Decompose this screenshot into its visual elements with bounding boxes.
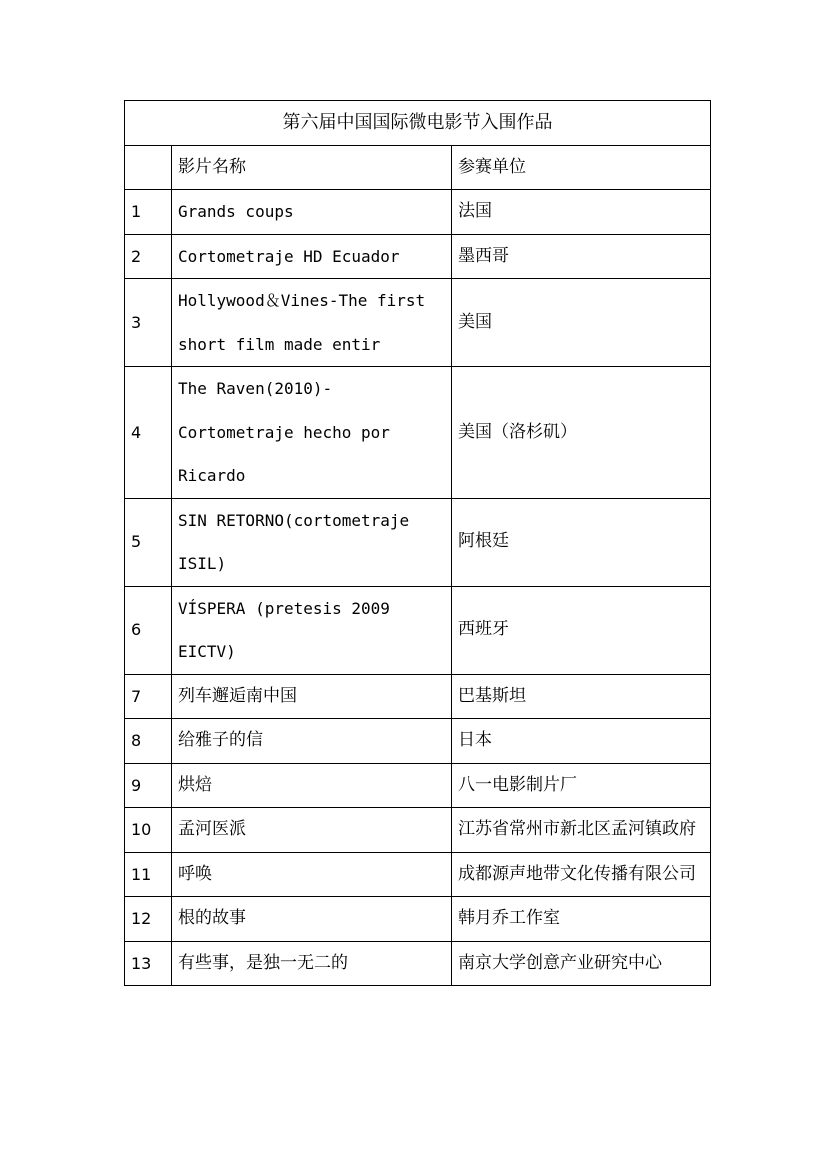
film-name: The Raven(2010)-Cortometraje hecho por Ricardo: [172, 367, 452, 499]
entrant-name: 韩月乔工作室: [452, 897, 711, 942]
row-number: 9: [125, 763, 172, 808]
entrant-name: 日本: [452, 719, 711, 764]
row-number: 7: [125, 674, 172, 719]
film-name: 孟河医派: [172, 808, 452, 853]
header-entrant: 参赛单位: [452, 145, 711, 190]
table-row: [125, 190, 711, 235]
entrant-name: 成都源声地带文化传播有限公司: [452, 852, 711, 897]
film-name: 有些事，是独一无二的: [172, 941, 452, 986]
row-number: 1: [125, 190, 172, 235]
table-row: [125, 808, 711, 853]
table-row: [125, 852, 711, 897]
header-film-name: 影片名称: [172, 145, 452, 190]
table-title-row: [125, 101, 711, 146]
row-number: 12: [125, 897, 172, 942]
row-number: 13: [125, 941, 172, 986]
film-name: 列车邂逅南中国: [172, 674, 452, 719]
film-name: Hollywood＆Vines-The first short film made entir: [172, 279, 452, 367]
table-row: [125, 498, 711, 586]
row-number: 6: [125, 586, 172, 674]
table-row: [125, 674, 711, 719]
row-number: 11: [125, 852, 172, 897]
film-name: 根的故事: [172, 897, 452, 942]
table-row: [125, 719, 711, 764]
table-title: 第六届中国国际微电影节入围作品: [125, 101, 711, 146]
row-number: 8: [125, 719, 172, 764]
entrant-name: 八一电影制片厂: [452, 763, 711, 808]
table-row: [125, 941, 711, 986]
film-name: Grands coups: [172, 190, 452, 235]
table-row: [125, 234, 711, 279]
entrant-name: 巴基斯坦: [452, 674, 711, 719]
entrant-name: 法国: [452, 190, 711, 235]
film-name: 给雅子的信: [172, 719, 452, 764]
film-name: 烘焙: [172, 763, 452, 808]
entrant-name: 江苏省常州市新北区孟河镇政府: [452, 808, 711, 853]
table-header-row: [125, 145, 711, 190]
entrant-name: 美国: [452, 279, 711, 367]
table-row: [125, 763, 711, 808]
table-row: [125, 586, 711, 674]
film-name: SIN RETORNO(cortometraje ISIL): [172, 498, 452, 586]
header-number: [125, 145, 172, 190]
film-list-table: [124, 100, 711, 986]
row-number: 5: [125, 498, 172, 586]
row-number: 2: [125, 234, 172, 279]
film-name: VÍSPERA (pretesis 2009 EICTV): [172, 586, 452, 674]
table-row: [125, 279, 711, 367]
entrant-name: 美国（洛杉矶）: [452, 367, 711, 499]
document-page: [124, 100, 710, 986]
film-name: Cortometraje HD Ecuador: [172, 234, 452, 279]
entrant-name: 阿根廷: [452, 498, 711, 586]
row-number: 10: [125, 808, 172, 853]
entrant-name: 墨西哥: [452, 234, 711, 279]
table-row: [125, 367, 711, 499]
entrant-name: 西班牙: [452, 586, 711, 674]
row-number: 4: [125, 367, 172, 499]
film-name: 呼唤: [172, 852, 452, 897]
row-number: 3: [125, 279, 172, 367]
table-row: [125, 897, 711, 942]
entrant-name: 南京大学创意产业研究中心: [452, 941, 711, 986]
